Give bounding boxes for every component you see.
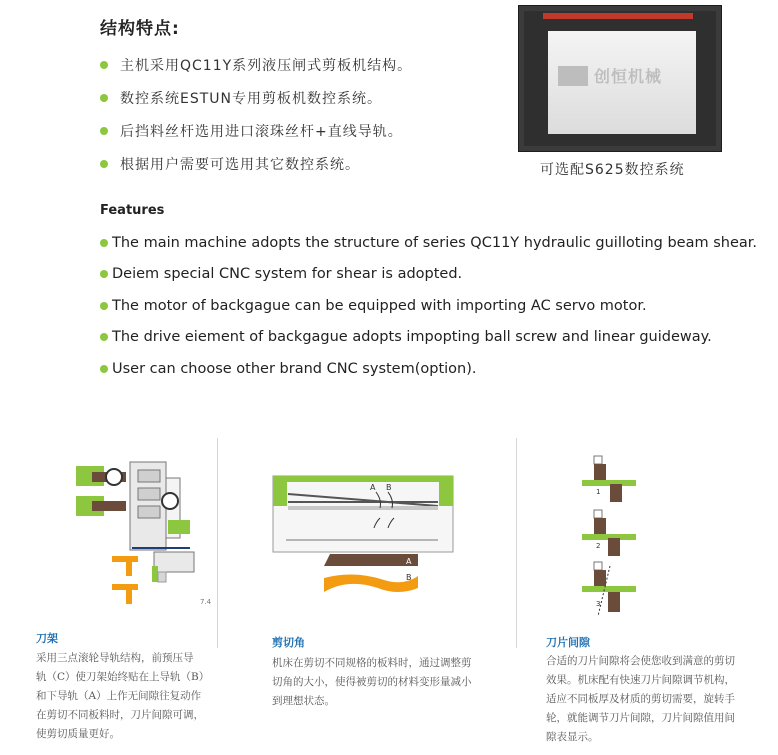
features-list [100, 227, 757, 385]
list-item-text: 主机采用QC11Y系列液压闸式剪板机结构。 [120, 57, 413, 74]
list-item [100, 322, 757, 354]
brand-logo [558, 64, 662, 87]
description-line: 切角的大小，使得被剪切的材料变形量减小 [272, 676, 472, 688]
list-item [100, 147, 412, 180]
description-line: 合适的刀片间隙将会使您收到满意的剪切 [546, 655, 735, 667]
list-item-text: 数控系统ESTUN专用剪板机数控系统。 [120, 90, 383, 107]
description-line: 机床在剪切不同规格的板料时，通过调整剪 [272, 657, 472, 669]
roller-icon [106, 469, 122, 485]
cn-section-title: 结构特点: [100, 19, 180, 39]
step-number: 1 [596, 488, 601, 496]
blade-holder-description [36, 649, 209, 744]
list-item [100, 48, 412, 81]
sheet-a [324, 554, 418, 566]
bullet-icon [100, 61, 108, 69]
gap-step-2 [582, 510, 636, 556]
brand-name: 创恒机械 [594, 67, 663, 86]
description-line: 适应不同板厚及材质的剪切需要，旋转手 [546, 693, 735, 705]
control-panel-caption: 可选配S625数控系统 [540, 162, 685, 178]
shear-angle-diagram [268, 462, 468, 597]
description-line: 到理想状态。 [272, 695, 335, 707]
figure-number: 7.4 [200, 598, 212, 606]
bullet-icon [100, 127, 108, 135]
list-item-text: The main machine adopts the structure of series QC11Y hydraulic guilloting beam shear. [112, 234, 758, 251]
blade-gap-diagram [580, 450, 640, 620]
roller-icon [162, 493, 178, 509]
label-a: A [406, 557, 412, 566]
blade-gap-description [546, 652, 735, 747]
bullet-icon [100, 160, 108, 168]
label-a: A [370, 483, 376, 492]
label-b: B [406, 573, 412, 582]
blade-gap-title: 刀片间隙 [546, 636, 590, 649]
list-item-text: 根据用户需要可选用其它数控系统。 [120, 156, 360, 173]
list-item-text: Deiem special CNC system for shear is adopted. [112, 266, 463, 283]
features-title: Features [100, 203, 165, 218]
step-number: 3 [596, 600, 601, 608]
list-item-text: User can choose other brand CNC system(option). [112, 360, 477, 377]
bullet-icon [100, 239, 108, 247]
list-item-text: The motor of backgague can be equipped with importing AC servo motor. [112, 297, 647, 314]
description-line: 效果。机床配有快速刀片间隙调节机构， [546, 674, 735, 686]
list-item [100, 227, 757, 259]
shear-angle-title: 剪切角 [272, 636, 305, 649]
bullet-icon [100, 94, 108, 102]
list-item [100, 114, 412, 147]
label-b: B [386, 483, 392, 492]
list-item [100, 353, 757, 385]
description-line: 轨（C）使刀架始终贴在上导轨（B） [36, 671, 210, 683]
cn-feature-list [100, 48, 412, 180]
list-item [100, 259, 757, 291]
lower-blade-mark [112, 556, 138, 562]
shear-angle-description [272, 654, 472, 711]
list-item-text: The drive eiement of backgague adopts impopting ball screw and linear guideway. [112, 329, 712, 346]
description-line: 轮，就能调节刀片间隙，刀片间隙值用间 [546, 712, 735, 724]
machine-frame [273, 476, 453, 552]
description-line: 使剪切质量更好。 [36, 728, 120, 740]
blade-holder-title: 刀架 [36, 632, 58, 645]
step-number: 2 [596, 542, 601, 550]
list-item-text: 后挡料丝杆选用进口滚珠丝杆+直线导轨。 [120, 123, 403, 140]
bullet-icon [100, 365, 108, 373]
description-line: 和下导轨（A）上作无间隙往复动作 [36, 690, 202, 702]
description-line: 隙表显示。 [546, 731, 599, 743]
description-line: 采用三点滚轮导轨结构，前预压导 [36, 652, 194, 664]
bullet-icon [100, 302, 108, 310]
column-divider [516, 438, 517, 648]
blade-holder-diagram [70, 458, 220, 608]
gap-step-3 [582, 562, 636, 616]
bullet-icon [100, 270, 108, 278]
panel-red-stripe [543, 13, 693, 19]
gap-step-1 [582, 456, 636, 502]
list-item [100, 81, 412, 114]
description-line: 在剪切不同板料时，刀片间隙可调， [36, 709, 204, 721]
bullet-icon [100, 333, 108, 341]
list-item [100, 290, 757, 322]
brand-logo-icon [558, 66, 588, 86]
sheet-b [324, 574, 418, 592]
